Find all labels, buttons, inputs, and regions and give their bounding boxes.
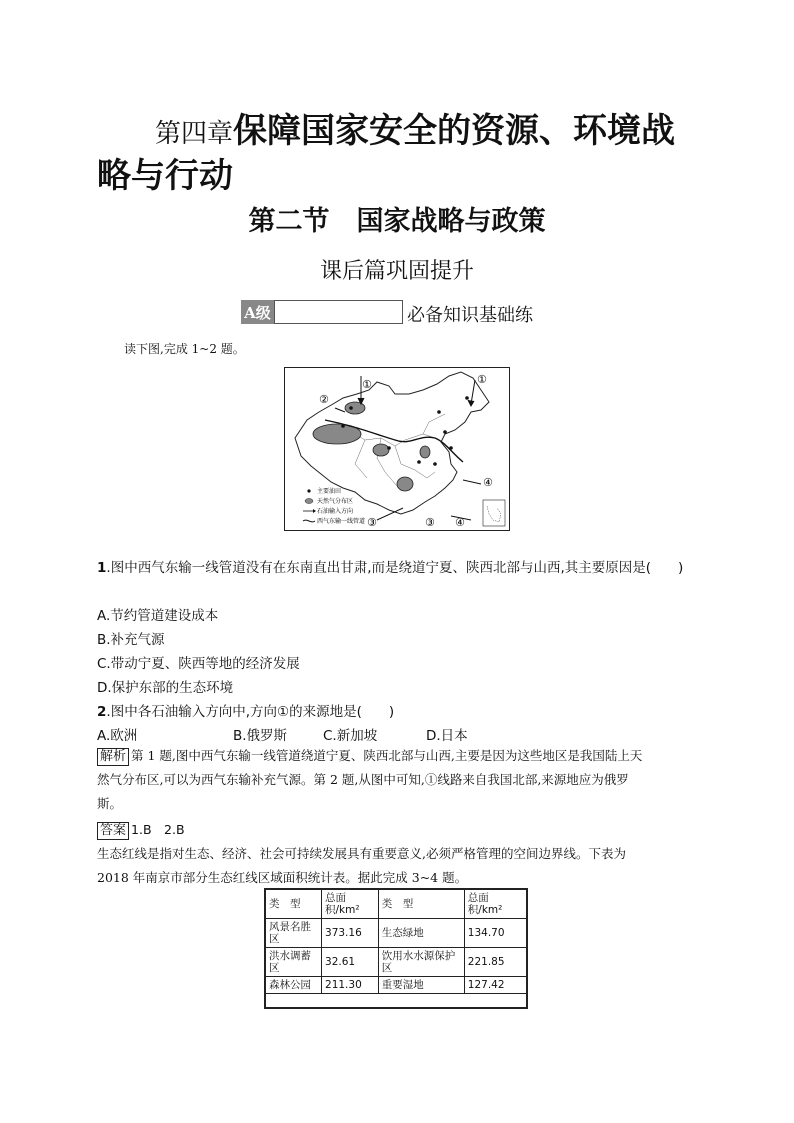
table-empty-row: [265, 994, 527, 1008]
subtitle: 课后篇巩固提升: [319, 259, 474, 284]
legend-gas: 天然气分布区: [317, 498, 354, 505]
q1-option-b: B.补充气源: [97, 632, 165, 648]
table-cell: 洪水调蓄区: [265, 948, 322, 977]
q2-number: 2: [97, 704, 107, 720]
legend-pipeline: 西气东输一线管道: [317, 518, 366, 525]
chapter-title-line2: 略与行动: [97, 156, 233, 196]
q1-option-a: A.节约管道建设成本: [97, 608, 219, 624]
table-cell: 221.85: [464, 948, 527, 977]
q2-option-a: A.欧洲: [97, 728, 138, 744]
analysis-text1: 第 1 题,图中西气东输一线管道绕道宁夏、陕西北部与山西,主要是因为这些地区是我国陆上天: [131, 748, 643, 763]
analysis-block: [97, 744, 707, 816]
map-label-1b: ①: [477, 373, 487, 386]
analysis-line2: 然气分布区,可以为西气东输补充气源。第 2 题,从图中可知,①线路来自我国北部,来源地应为俄罗: [97, 772, 629, 787]
q1-option-c: C.带动宁夏、陕西等地的经济发展: [97, 656, 300, 672]
answer-block: [97, 818, 707, 842]
table-cell: 32.61: [322, 948, 379, 977]
table-header-cell: 总面积/km²: [322, 889, 379, 919]
map-svg: [285, 368, 510, 531]
gas-region-qaidam: [373, 444, 389, 456]
q1-option-d: D.保护东部的生态环境: [97, 680, 234, 696]
analysis-line3: 斯。: [97, 796, 123, 811]
analysis-tag: 解析: [97, 748, 129, 766]
table-empty-cell: [265, 994, 527, 1008]
passage-line2: 2018 年南京市部分生态红线区域面积统计表。据此完成 3~4 题。: [97, 870, 468, 885]
question-1: [97, 556, 683, 576]
table-header-cell: 类 型: [265, 889, 322, 919]
level-badge: A级: [241, 300, 274, 324]
q2-option-c: C.新加坡: [323, 728, 378, 744]
table-row: [265, 977, 527, 994]
china-map-figure: [284, 367, 510, 531]
table-cell: 127.42: [464, 977, 527, 994]
gas-region-junggar: [345, 402, 365, 414]
q1-number: 1: [97, 560, 107, 576]
q1-text: .图中西气东输一线管道没有在东南直出甘肃,而是绕道宁夏、陕西北部与山西,其主要原因是( ): [106, 560, 684, 576]
table-row: [265, 919, 527, 948]
question-2: [97, 700, 394, 720]
table-header-cell: 类 型: [378, 889, 464, 919]
chapter-title-line1: 保障国家安全的资源、环境战: [233, 111, 676, 151]
table-cell: 重要湿地: [378, 977, 464, 994]
map-label-4: ④: [483, 476, 493, 489]
gas-region-sichuan: [397, 477, 413, 491]
q2-option-d: D.日本: [426, 728, 468, 744]
answer-text: 1.B 2.B: [131, 822, 185, 837]
passage-block: [97, 842, 707, 890]
south-china-sea-inset: [483, 500, 505, 526]
map-label-3b: ③: [425, 516, 435, 529]
table-cell: 373.16: [322, 919, 379, 948]
table-cell: 134.70: [464, 919, 527, 948]
table-cell: 饮用水水源保护区: [378, 948, 464, 977]
q2-option-b: B.俄罗斯: [233, 728, 288, 744]
map-label-4b: ④: [455, 516, 465, 529]
q2-text: .图中各石油输入方向中,方向①的来源地是( ): [106, 704, 395, 720]
analysis-line1: [97, 744, 707, 768]
map-label-2: ②: [319, 393, 329, 406]
chapter-prefix: 第四章: [155, 119, 234, 149]
level-box: [274, 300, 403, 324]
legend-oil: 主要油田: [317, 488, 342, 495]
passage-line1: 生态红线是指对生态、经济、社会可持续发展具有重要意义,必须严格管理的空间边界线。下表为: [97, 846, 626, 861]
table-cell: 生态绿地: [378, 919, 464, 948]
gas-region-ordos: [420, 446, 430, 458]
map-label-3: ③: [367, 516, 377, 529]
section-title: 第二节 国家战略与政策: [248, 206, 546, 237]
table-cell: 风景名胜区: [265, 919, 322, 948]
area-table: [264, 888, 528, 1009]
table-cell: 211.30: [322, 977, 379, 994]
intro-text: 读下图,完成 1~2 题。: [124, 342, 245, 356]
level-label: 必备知识基础练: [407, 305, 533, 326]
map-label-1: ①: [362, 378, 372, 391]
table-row: [265, 948, 527, 977]
chapter-title: [155, 103, 675, 152]
table-header-cell: 总面积/km²: [464, 889, 527, 919]
answer-tag: 答案: [97, 822, 129, 840]
table-header-row: [265, 889, 527, 919]
table-cell: 森林公园: [265, 977, 322, 994]
level-header: [241, 296, 533, 328]
legend-arrow: 石油输入方向: [317, 508, 354, 515]
